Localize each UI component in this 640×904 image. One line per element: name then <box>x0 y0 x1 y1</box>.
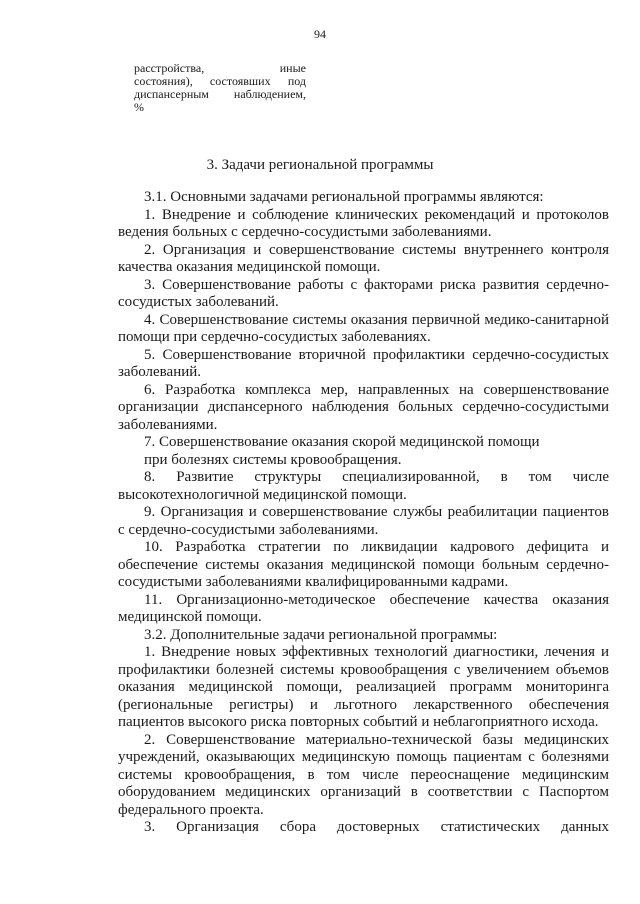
table-fragment-line: состояния), состоявших под <box>134 74 306 88</box>
page-number: 94 <box>314 27 326 41</box>
section-title: 3. Задачи региональной программы <box>206 157 434 173</box>
paragraph: 1. Внедрение новых эффективных технологий диагностики, лечения и профилактики болезней системы кровообращения с увеличением объемов оказания медицинской помощи, реализацией программ мониторинга (региональные регистры) и льготного лекарственного обеспечения пациентов высокого риска повторных событий и неблагоприятного исхода. <box>118 644 609 730</box>
table-fragment-line: расстройства, иные <box>134 61 306 75</box>
paragraph: 8. Развитие структуры специализированной, в том числе высокотехнологичной медицинской помощи. <box>118 469 609 503</box>
paragraph: 10. Разработка стратегии по ликвидации кадрового дефицита и обеспечение системы оказания медицинской помощи больным сердечно-сосудистыми заболеваниями квалифицированными кадрами. <box>118 539 609 590</box>
paragraph: 4. Совершенствование системы оказания первичной медико-санитарной помощи при сердечно-сосудистых заболеваниях. <box>118 311 609 345</box>
paragraph: 7. Совершенствование оказания скорой медицинской помощи <box>144 434 540 450</box>
paragraph: 5. Совершенствование вторичной профилактики сердечно-сосудистых заболеваний. <box>118 346 609 380</box>
paragraph: 2. Организация и совершенствование системы внутреннего контроля качества оказания медицинской помощи. <box>118 241 609 275</box>
table-fragment-line: диспансерным наблюдением, <box>134 87 306 101</box>
document-body <box>118 189 609 837</box>
paragraph: 1. Внедрение и соблюдение клинических рекомендаций и протоколов ведения больных с сердечно-сосудистыми заболеваниями. <box>118 206 609 240</box>
paragraph: 11. Организационно-методическое обеспечение качества оказания медицинской помощи. <box>118 591 609 625</box>
paragraph: 2. Совершенствование материально-технической базы медицинских учреждений, оказывающих медицинскую помощь пациентам с болезнями системы кровообращения, в том числе переоснащение медицинским оборудованием медицинских организаций в соответствии с Паспортом федерального проекта. <box>118 731 609 818</box>
table-fragment-line: % <box>134 100 144 114</box>
table-fragment <box>134 62 306 114</box>
paragraph: 3.1. Основными задачами региональной программы являются: <box>144 189 544 205</box>
paragraph: 3. Совершенствование работы с факторами риска развития сердечно-сосудистых заболеваний. <box>118 276 609 310</box>
paragraph: 9. Организация и совершенствование службы реабилитации пациентов с сердечно-сосудистыми заболеваниями. <box>118 504 609 538</box>
paragraph: 3.2. Дополнительные задачи региональной программы: <box>144 626 498 643</box>
paragraph: при болезнях системы кровообращения. <box>144 451 402 468</box>
paragraph: 3. Организация сбора достоверных статистических данных <box>144 819 609 835</box>
paragraph: 6. Разработка комплекса мер, направленных на совершенствование организации диспансерного наблюдения больных сердечно-сосудистыми заболеваниями. <box>118 381 609 433</box>
